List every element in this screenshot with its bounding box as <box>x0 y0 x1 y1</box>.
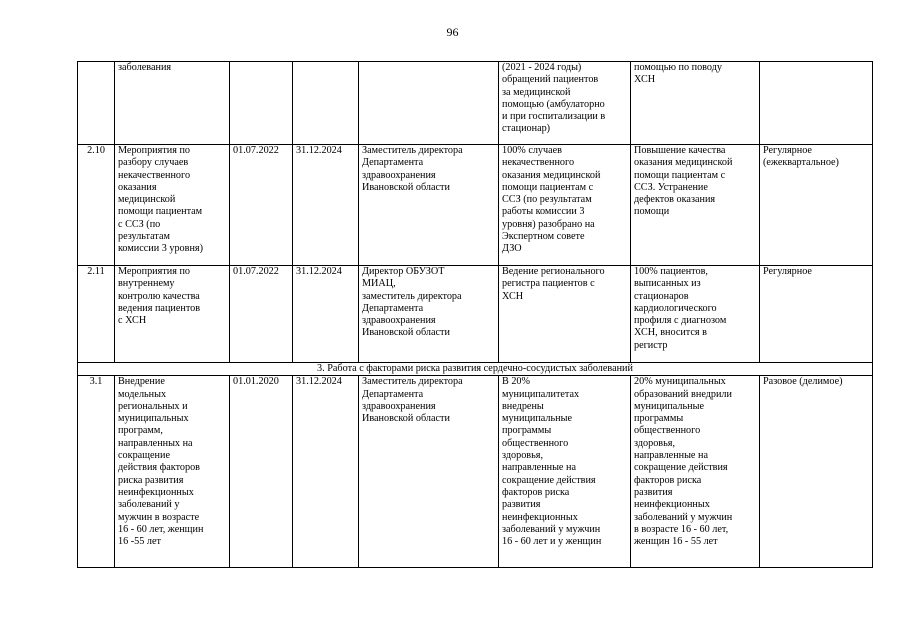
cell-responsible: Заместитель директора Департамента здравоохранения Ивановской области <box>359 376 499 568</box>
cell-end-date: 31.12.2024 <box>293 376 359 568</box>
cell-end-date <box>293 62 359 145</box>
cell-start-date: 01.01.2020 <box>230 376 293 568</box>
cell-responsible <box>359 62 499 145</box>
cell-end-date: 31.12.2024 <box>293 145 359 266</box>
cell-periodicity: Регулярное (ежеквартальное) <box>760 145 873 266</box>
cell-start-date <box>230 62 293 145</box>
cell-num: 3.1 <box>78 376 115 568</box>
cell-result: помощью по поводу ХСН <box>631 62 760 145</box>
cell-event: заболевания <box>115 62 230 145</box>
cell-result: 100% пациентов, выписанных из стационаров кардиологического профиля с диагнозом ХСН, вносится в регистр <box>631 266 760 363</box>
cell-responsible: Директор ОБУЗОТ МИАЦ, заместитель директора Департамента здравоохранения Ивановской области <box>359 266 499 363</box>
section-header-row <box>78 363 873 376</box>
page-number: 96 <box>446 25 459 39</box>
cell-periodicity: Разовое (делимое) <box>760 376 873 568</box>
cell-num: 2.10 <box>78 145 115 266</box>
cell-event: Мероприятия по разбору случаев некачественного оказания медицинской помощи пациентам с ССЗ (по результатам комиссии 3 уровня) <box>115 145 230 266</box>
table-row <box>78 376 873 568</box>
cell-num: 2.11 <box>78 266 115 363</box>
cell-result: 20% муниципальных образований внедрили муниципальные программы общественного здоровья, направленные на сокращение действия факторов риска развития неинфекционных заболеваний у мужчин в возрасте 16 - 60 лет, женщин 16 - 55 лет <box>631 376 760 568</box>
cell-event: Внедрение модельных региональных и муниципальных программ, направленных на сокращение действия факторов риска развития неинфекционных заболеваний у мужчин в возрасте 16 - 60 лет, женщин 16 -55 лет <box>115 376 230 568</box>
table-row <box>78 145 873 266</box>
section-title: 3. Работа с факторами риска развития сердечно-сосудистых заболеваний <box>78 363 873 376</box>
cell-result: Повышение качества оказания медицинской помощи пациентам с ССЗ. Устранение дефектов оказания помощи <box>631 145 760 266</box>
table-row <box>78 266 873 363</box>
cell-periodicity: Регулярное <box>760 266 873 363</box>
measures-table <box>77 61 873 568</box>
cell-indicator: 100% случаев некачественного оказания медицинской помощи пациентам с ССЗ (по результатам работы комиссии 3 уровня) разобрано на Экспертном совете ДЗО <box>499 145 631 266</box>
cell-event: Мероприятия по внутреннему контролю качества ведения пациентов с ХСН <box>115 266 230 363</box>
cell-start-date: 01.07.2022 <box>230 266 293 363</box>
cell-indicator: В 20% муниципалитетах внедрены муниципальные программы общественного здоровья, направленные на сокращение действия факторов риска развития неинфекционных заболеваний у мужчин 16 - 60 лет и у женщин <box>499 376 631 568</box>
cell-responsible: Заместитель директора Департамента здравоохранения Ивановской области <box>359 145 499 266</box>
cell-periodicity <box>760 62 873 145</box>
cell-end-date: 31.12.2024 <box>293 266 359 363</box>
cell-indicator: Ведение регионального регистра пациентов с ХСН <box>499 266 631 363</box>
cell-indicator: (2021 - 2024 годы) обращений пациентов за медицинской помощью (амбулаторно и при госпитализации в стационар) <box>499 62 631 145</box>
table-row <box>78 62 873 145</box>
cell-start-date: 01.07.2022 <box>230 145 293 266</box>
cell-num <box>78 62 115 145</box>
